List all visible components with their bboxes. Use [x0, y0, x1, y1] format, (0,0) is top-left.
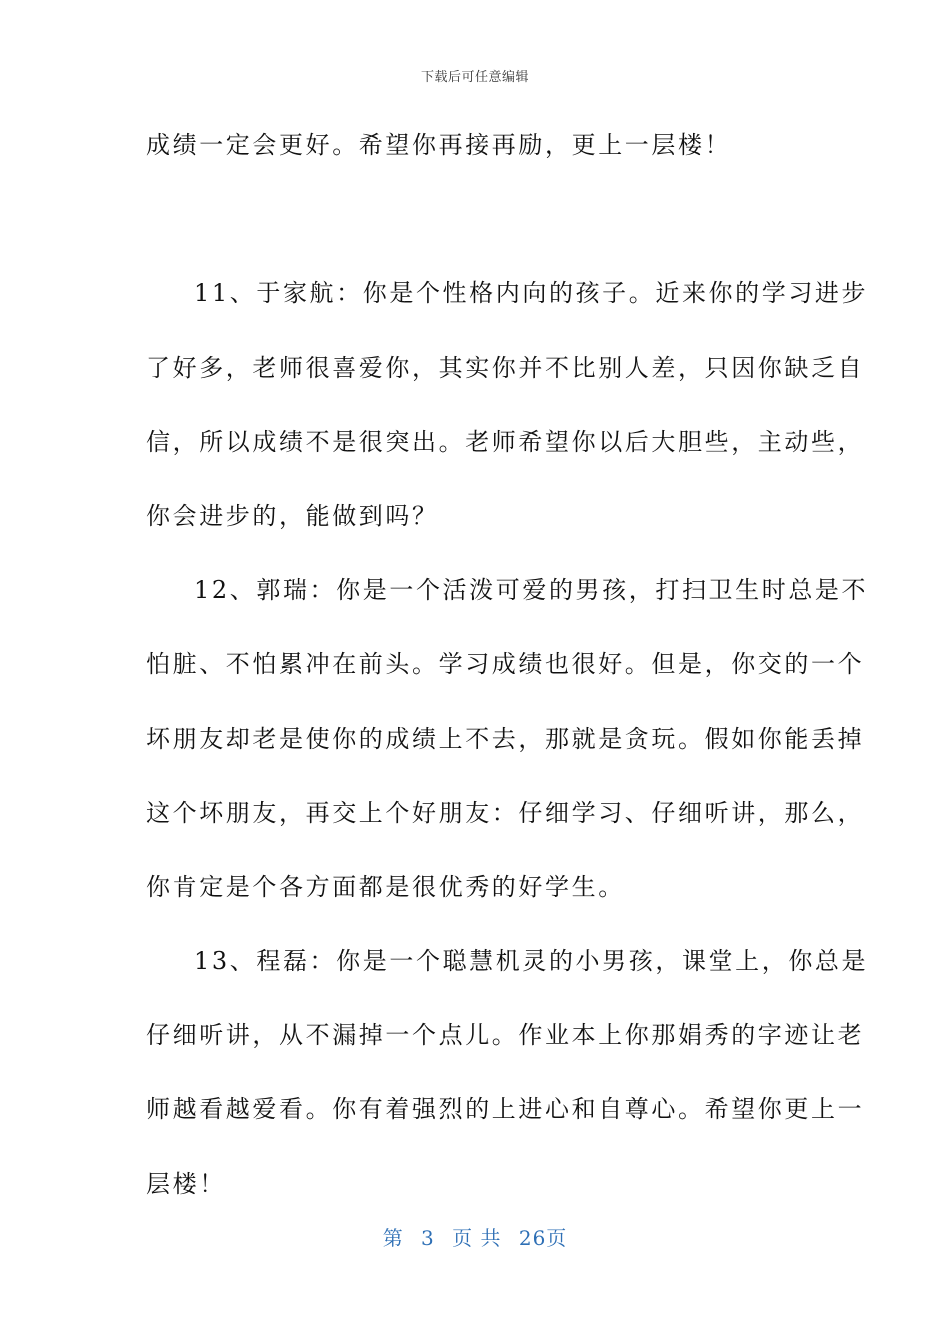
- paragraph-start-13: 13、程磊：你是一个聪慧机灵的小男孩，课堂上，你总是: [194, 947, 869, 976]
- footer-middle: 页 共: [452, 1226, 502, 1250]
- text-line: 信，所以成绩不是很突出。老师希望你以后大胆些，主动些，: [146, 427, 865, 456]
- page-header: 下载后可任意编辑: [420, 70, 529, 85]
- text-line: 成绩一定会更好。希望你再接再励，更上一层楼！: [146, 131, 732, 159]
- text-line: 这个坏朋友，再交上个好朋友：仔细学习、仔细听讲，那么，: [146, 798, 865, 827]
- text-line: 仔细听讲，从不漏掉一个点儿。作业本上你那娟秀的字迹让老: [146, 1021, 865, 1050]
- text-line: 你会进步的，能做到吗？: [146, 501, 439, 530]
- document-body: [146, 118, 869, 1231]
- text-line: 你肯定是个各方面都是很优秀的好学生。: [146, 872, 625, 901]
- total-pages: 26页: [518, 1226, 568, 1250]
- footer-prefix: 第: [382, 1226, 404, 1250]
- paragraph-start-11: 11、于家航：你是个性格内向的孩子。近来你的学习进步: [194, 279, 869, 308]
- blank-line: [146, 192, 806, 266]
- text-line: 坏朋友却老是使你的成绩上不去，那就是贪玩。假如你能丢掉: [146, 724, 865, 753]
- text-line: 师越看越爱看。你有着强烈的上进心和自尊心。希望你更上一: [146, 1095, 865, 1124]
- text-line: 了好多，老师很喜爱你，其实你并不比别人差，只因你缺乏自: [146, 353, 865, 382]
- current-page-number: 3: [421, 1226, 435, 1250]
- text-line: 层楼！: [146, 1169, 226, 1198]
- text-line: 怕脏、不怕累冲在前头。学习成绩也很好。但是，你交的一个: [146, 650, 865, 679]
- paragraph-start-12: 12、郭瑞：你是一个活泼可爱的男孩，打扫卫生时总是不: [194, 576, 869, 605]
- page-footer: [0, 1222, 950, 1251]
